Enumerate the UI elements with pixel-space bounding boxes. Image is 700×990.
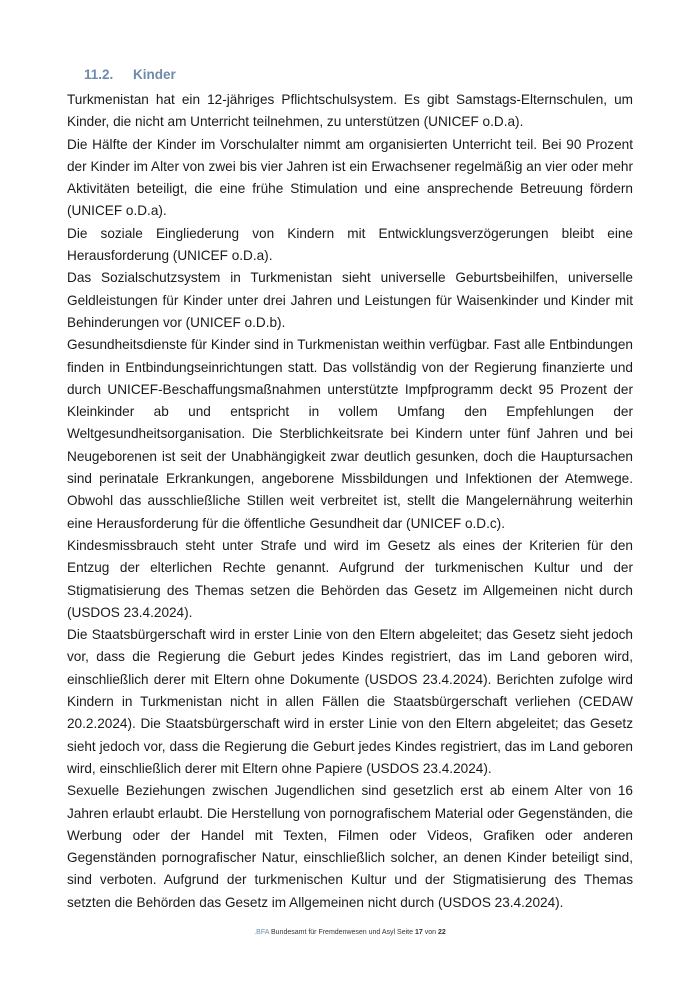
paragraph: Das Sozialschutzsystem in Turkmenistan sieht universelle Geburtsbeihilfen, universelle Geldleistungen für Kinder unter drei Jahren und Leistungen für Waisenkinder und Kinder mit Behinderungen vor (UNICEF o.D.b).	[67, 270, 633, 330]
section-number: 11.2.	[84, 67, 114, 82]
page-footer	[67, 928, 633, 938]
paragraph: Die Hälfte der Kinder im Vorschulalter nimmt am organisierten Unterricht teil. Bei 90 Prozent der Kinder im Alter von zwei bis vier Jahren ist ein Erwachsener regelmäßig an vier oder mehr Aktivitäten beteiligt, die eine frühe Stimulation und eine ansprechende Betreuung fördern (UNICEF o.D.a).	[67, 136, 633, 219]
page-total: 22	[437, 928, 446, 936]
page-number: 17	[414, 928, 423, 936]
paragraph: Turkmenistan hat ein 12-jähriges Pflichtschulsystem. Es gibt Samstags-Elternschulen, um Kinder, die nicht am Unterricht teilnehmen, zu unterstützen (UNICEF o.D.a).	[67, 92, 633, 130]
paragraph: Sexuelle Beziehungen zwischen Jugendlichen sind gesetzlich erst ab einem Alter von 16 Jahren erlaubt erlaubt. Die Herstellung von pornografischem Material oder Gegenständen, die Werbung oder der Handel mit Texten, Filmen oder Videos, Grafiken oder anderen Gegenständen pornografischer Natur, einschließlich solcher, an denen Kinder beteiligt sind, sind verboten. Aufgrund der turkmenischen Kultur und der Stigmatisierung des Themas setzten die Behörden das Gesetz im Allgemeinen nicht durch (USDOS 23.4.2024).	[67, 783, 633, 910]
paragraph: Die Staatsbürgerschaft wird in erster Linie von den Eltern abgeleitet; das Gesetz sieht jedoch vor, dass die Regierung die Geburt jedes Kindes registriert, das im Land geboren wird, einschließlich derer mit Eltern ohne Dokumente (USDOS 23.4.2024). Berichten zufolge wird Kindern in Turkmenistan nicht in allen Fällen die Staatsbürgerschaft verliehen (CEDAW 20.2.2024). Die Staatsbürgerschaft wird in erster Linie von den Eltern abgeleitet; das Gesetz sieht jedoch vor, dass die Regierung die Geburt jedes Kindes registriert, das im Land geboren wird, einschließlich derer mit Eltern ohne Papiere (USDOS 23.4.2024).	[67, 627, 633, 776]
section-title: Kinder	[133, 67, 176, 82]
footer-of: von	[424, 928, 437, 936]
document-body	[67, 89, 633, 914]
footer-brand: .BFA	[254, 928, 270, 936]
section-heading	[84, 66, 633, 83]
footer-text: Bundesamt für Fremdenwesen und Asyl Seite	[270, 928, 414, 936]
paragraph: Kindesmissbrauch steht unter Strafe und wird im Gesetz als eines der Kriterien für den Entzug der elterlichen Rechte genannt. Aufgrund der turkmenischen Kultur und der Stigmatisierung des Themas setzen die Behörden das Gesetz im Allgemeinen nicht durch (USDOS 23.4.2024).	[67, 537, 633, 620]
paragraph: Die soziale Eingliederung von Kindern mit Entwicklungsverzögerungen bleibt eine Herausforderung (UNICEF o.D.a).	[67, 225, 633, 264]
paragraph: Gesundheitsdienste für Kinder sind in Turkmenistan weithin verfügbar. Fast alle Entbindungen finden in Entbindungseinrichtungen statt. Das vollständig von der Regierung finanzierte und durch UNICEF-Beschaffungsmaßnahmen unterstützte Impfprogramm deckt 95 Prozent der Kleinkinder ab und entspricht in vollem Umfang den Empfehlungen der Weltgesundheitsorganisation. Die Sterblichkeitsrate bei Kindern unter fünf Jahren und bei Neugeborenen ist seit der Unabhängigkeit zwar deutlich gesunken, doch die Hauptursachen sind perinatale Erkrankungen, angeborene Missbildungen und Infektionen der Atemwege. Obwohl das ausschließliche Stillen weit verbreitet ist, stellt die Mangelernährung weiterhin eine Herausforderung für die öffentliche Gesundheit dar (UNICEF o.D.c).	[67, 337, 633, 531]
